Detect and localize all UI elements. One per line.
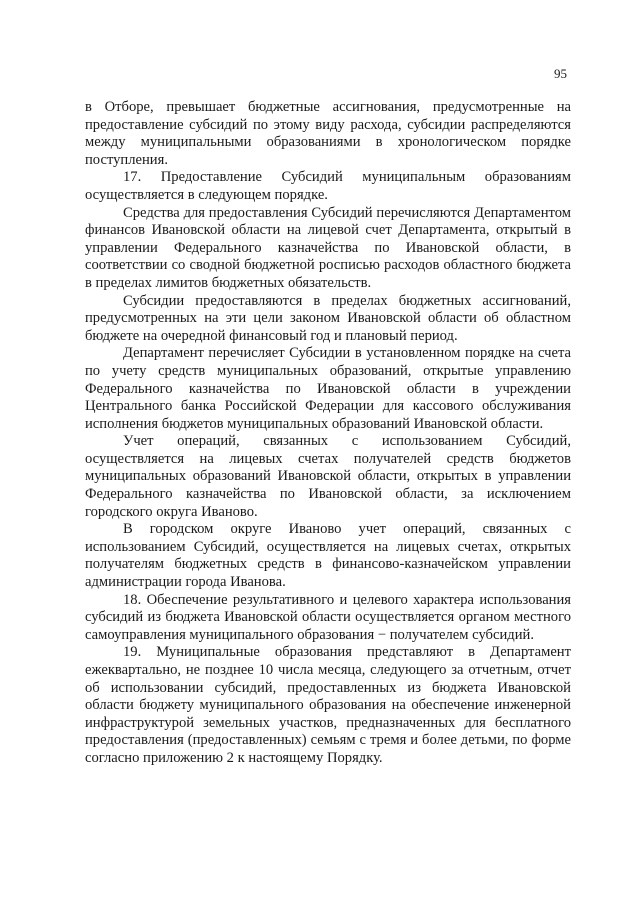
paragraph-continuation: в Отборе, превышает бюджетные ассигнования, предусмотренные на предоставление субсидий по этому виду расхода, субсидии распределяются между муниципальными образованиями в хронологическом порядке поступления. [85,99,571,168]
paragraph-funds-transfer: Средства для предоставления Субсидий перечисляются Департаментом финансов Ивановской области на лицевой счет Департамента, открытый в управлении Федерального казначейства по Ивановской области, в соответствии со сводной бюджетной росписью расходов областного бюджета в пределах лимитов бюджетных обязательств. [85,204,571,291]
paragraph-item-19: 19. Муниципальные образования представляют в Департамент ежеквартально, не позднее 10 числа месяца, следующего за отчетным, отчет об использовании субсидий, предоставленных из бюджета Ивановской области бюджету муниципального образования на обеспечение инженерной инфраструктурой земельных участков, предназначенных для бесплатного предоставления (предоставленных) семьям с тремя и более детьми, по форме согласно приложению 2 к настоящему Порядку. [85,644,571,766]
page-number: 95 [554,66,567,81]
paragraph-subsidy-limits: Субсидии предоставляются в пределах бюджетных ассигнований, предусмотренных на эти цели законом Ивановской области об областном бюджете на очередной финансовый год и плановый период. [85,292,571,344]
paragraph-item-17: 17. Предоставление Субсидий муниципальным образованиям осуществляется в следующем порядке. [85,169,571,203]
paragraph-item-18: 18. Обеспечение результативного и целевого характера использования субсидий из бюджета Ивановской области осуществляется органом местного самоуправления муниципального образования − получателем субсидий. [85,591,571,643]
paragraph-accounting: Учет операций, связанных с использованием Субсидий, осуществляется на лицевых счетах получателей средств бюджетов муниципальных образований Ивановской области, открытых в управлении Федерального казначейства по Ивановской области, за исключением городского округа Иваново. [85,433,571,520]
paragraph-department-transfer: Департамент перечисляет Субсидии в установленном порядке на счета по учету средств муниципальных образований, открытые управлению Федерального казначейства по Ивановской области в учреждении Центрального банка Российской Федерации для кассового обслуживания исполнения бюджетов муниципальных образований Ивановской области. [85,345,571,432]
document-body [85,99,571,768]
paragraph-ivanovo-accounting: В городском округе Иваново учет операций, связанных с использованием Субсидий, осуществляется на лицевых счетах, открытых получателям бюджетных средств в финансово-казначейском управлении администрации города Иванова. [85,521,571,591]
